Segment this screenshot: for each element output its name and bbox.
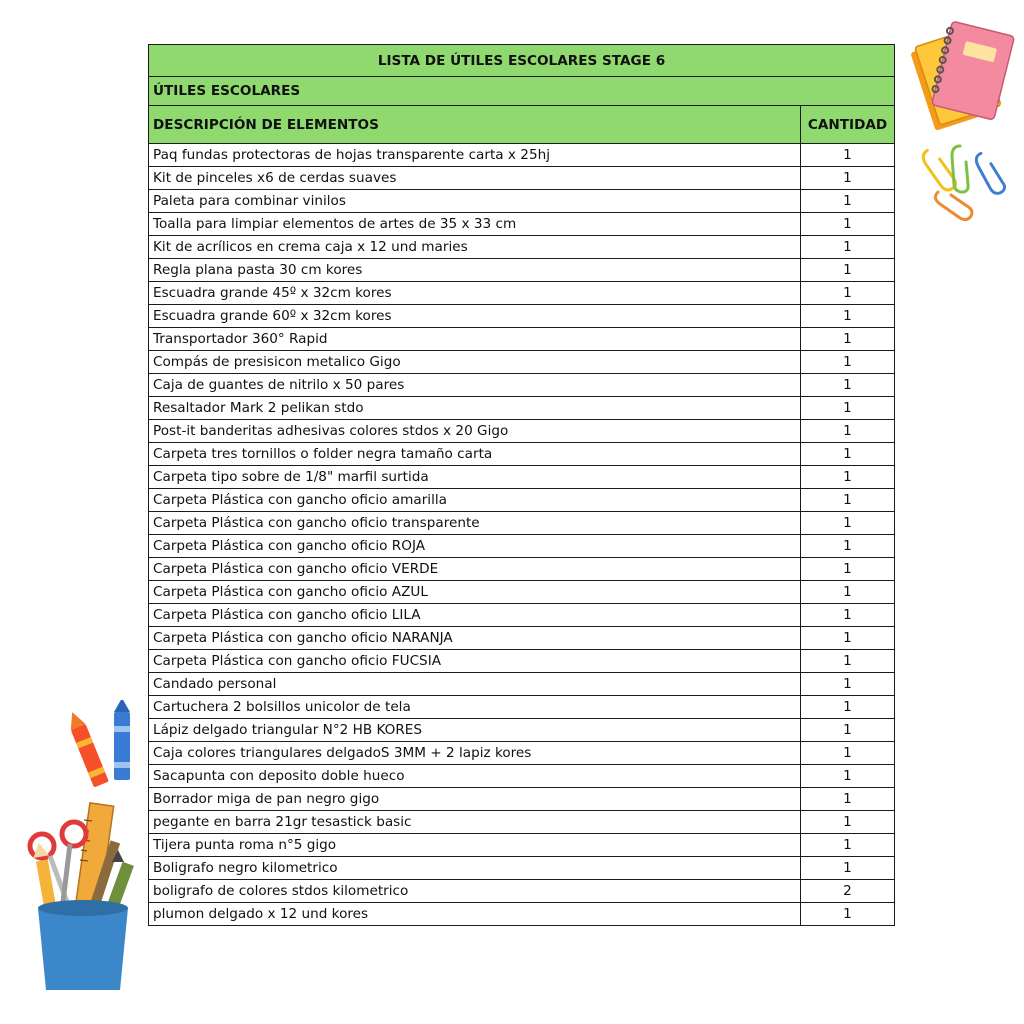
table-row bbox=[149, 489, 895, 512]
item-quantity: 1 bbox=[801, 627, 895, 650]
item-quantity: 1 bbox=[801, 673, 895, 696]
table-row bbox=[149, 259, 895, 282]
item-description: Transportador 360° Rapid bbox=[149, 328, 801, 351]
supply-list-table bbox=[148, 44, 895, 926]
item-description: Caja de guantes de nitrilo x 50 pares bbox=[149, 374, 801, 397]
sheet-title: LISTA DE ÚTILES ESCOLARES STAGE 6 bbox=[149, 45, 895, 77]
pencil-cup-icon bbox=[26, 800, 138, 996]
item-description: Carpeta Plástica con gancho oficio FUCSIA bbox=[149, 650, 801, 673]
item-quantity: 1 bbox=[801, 443, 895, 466]
item-description: Carpeta Plástica con gancho oficio AZUL bbox=[149, 581, 801, 604]
item-quantity: 1 bbox=[801, 604, 895, 627]
table-row bbox=[149, 696, 895, 719]
table-row bbox=[149, 190, 895, 213]
item-quantity: 1 bbox=[801, 190, 895, 213]
item-quantity: 1 bbox=[801, 857, 895, 880]
item-description: Carpeta tipo sobre de 1/8" marfil surtida bbox=[149, 466, 801, 489]
item-description: Carpeta Plástica con gancho oficio transparente bbox=[149, 512, 801, 535]
table-row bbox=[149, 880, 895, 903]
table-row bbox=[149, 305, 895, 328]
item-description: Cartuchera 2 bolsillos unicolor de tela bbox=[149, 696, 801, 719]
title-row bbox=[149, 45, 895, 77]
item-description: Paq fundas protectoras de hojas transparente carta x 25hj bbox=[149, 144, 801, 167]
crayons-icon bbox=[70, 700, 140, 800]
table-row bbox=[149, 811, 895, 834]
item-quantity: 1 bbox=[801, 259, 895, 282]
item-quantity: 1 bbox=[801, 144, 895, 167]
item-quantity: 1 bbox=[801, 535, 895, 558]
item-description: Escuadra grande 45º x 32cm kores bbox=[149, 282, 801, 305]
item-quantity: 1 bbox=[801, 374, 895, 397]
item-description: Kit de pinceles x6 de cerdas suaves bbox=[149, 167, 801, 190]
item-description: Carpeta Plástica con gancho oficio NARANJA bbox=[149, 627, 801, 650]
item-quantity: 1 bbox=[801, 213, 895, 236]
item-description: Carpeta Plástica con gancho oficio ROJA bbox=[149, 535, 801, 558]
item-quantity: 1 bbox=[801, 236, 895, 259]
item-quantity: 1 bbox=[801, 719, 895, 742]
table-row bbox=[149, 512, 895, 535]
item-quantity: 1 bbox=[801, 512, 895, 535]
item-quantity: 1 bbox=[801, 328, 895, 351]
item-description: Tijera punta roma n°5 gigo bbox=[149, 834, 801, 857]
table-row bbox=[149, 282, 895, 305]
item-quantity: 1 bbox=[801, 167, 895, 190]
item-quantity: 1 bbox=[801, 558, 895, 581]
item-quantity: 1 bbox=[801, 351, 895, 374]
item-quantity: 1 bbox=[801, 305, 895, 328]
item-quantity: 1 bbox=[801, 581, 895, 604]
item-description: Paleta para combinar vinilos bbox=[149, 190, 801, 213]
table-row bbox=[149, 719, 895, 742]
item-description: Compás de presisicon metalico Gigo bbox=[149, 351, 801, 374]
table-row bbox=[149, 627, 895, 650]
table-row bbox=[149, 328, 895, 351]
item-description: Caja colores triangulares delgadoS 3MM + 2 lapiz kores bbox=[149, 742, 801, 765]
item-description: Borrador miga de pan negro gigo bbox=[149, 788, 801, 811]
item-description: plumon delgado x 12 und kores bbox=[149, 903, 801, 926]
item-quantity: 1 bbox=[801, 696, 895, 719]
item-quantity: 1 bbox=[801, 282, 895, 305]
column-header-row bbox=[149, 106, 895, 144]
item-description: Carpeta Plástica con gancho oficio amarilla bbox=[149, 489, 801, 512]
table-row bbox=[149, 213, 895, 236]
item-quantity: 1 bbox=[801, 903, 895, 926]
table-row bbox=[149, 788, 895, 811]
item-description: Resaltador Mark 2 pelikan stdo bbox=[149, 397, 801, 420]
table-row bbox=[149, 742, 895, 765]
item-description: boligrafo de colores stdos kilometrico bbox=[149, 880, 801, 903]
item-description: Escuadra grande 60º x 32cm kores bbox=[149, 305, 801, 328]
section-title: ÚTILES ESCOLARES bbox=[149, 77, 895, 106]
table-row bbox=[149, 650, 895, 673]
item-description: Lápiz delgado triangular N°2 HB KORES bbox=[149, 719, 801, 742]
table-row bbox=[149, 351, 895, 374]
table-row bbox=[149, 420, 895, 443]
table-row bbox=[149, 765, 895, 788]
item-quantity: 1 bbox=[801, 834, 895, 857]
table-row bbox=[149, 397, 895, 420]
item-quantity: 1 bbox=[801, 811, 895, 834]
table-row bbox=[149, 374, 895, 397]
item-quantity: 1 bbox=[801, 788, 895, 811]
item-quantity: 1 bbox=[801, 765, 895, 788]
table-row bbox=[149, 443, 895, 466]
table-row bbox=[149, 466, 895, 489]
item-quantity: 1 bbox=[801, 420, 895, 443]
table-row bbox=[149, 834, 895, 857]
table-row bbox=[149, 673, 895, 696]
table-row bbox=[149, 144, 895, 167]
section-row bbox=[149, 77, 895, 106]
item-description: Carpeta Plástica con gancho oficio LILA bbox=[149, 604, 801, 627]
table-row bbox=[149, 535, 895, 558]
item-description: Candado personal bbox=[149, 673, 801, 696]
description-header: DESCRIPCIÓN DE ELEMENTOS bbox=[149, 106, 801, 144]
item-description: pegante en barra 21gr tesastick basic bbox=[149, 811, 801, 834]
item-quantity: 1 bbox=[801, 742, 895, 765]
table-row bbox=[149, 604, 895, 627]
item-description: Carpeta tres tornillos o folder negra tamaño carta bbox=[149, 443, 801, 466]
quantity-header: CANTIDAD bbox=[801, 106, 895, 144]
item-description: Post-it banderitas adhesivas colores stdos x 20 Gigo bbox=[149, 420, 801, 443]
table-row bbox=[149, 167, 895, 190]
item-quantity: 1 bbox=[801, 466, 895, 489]
item-description: Regla plana pasta 30 cm kores bbox=[149, 259, 801, 282]
item-description: Kit de acrílicos en crema caja x 12 und maries bbox=[149, 236, 801, 259]
paperclips-icon bbox=[920, 140, 1010, 224]
item-quantity: 1 bbox=[801, 397, 895, 420]
item-quantity: 1 bbox=[801, 650, 895, 673]
item-description: Sacapunta con deposito doble hueco bbox=[149, 765, 801, 788]
item-quantity: 2 bbox=[801, 880, 895, 903]
table-row bbox=[149, 903, 895, 926]
table-row bbox=[149, 236, 895, 259]
table-row bbox=[149, 857, 895, 880]
notebooks-icon bbox=[906, 16, 1018, 134]
item-description: Boligrafo negro kilometrico bbox=[149, 857, 801, 880]
table-row bbox=[149, 581, 895, 604]
table-row bbox=[149, 558, 895, 581]
item-description: Carpeta Plástica con gancho oficio VERDE bbox=[149, 558, 801, 581]
item-description: Toalla para limpiar elementos de artes de 35 x 33 cm bbox=[149, 213, 801, 236]
item-quantity: 1 bbox=[801, 489, 895, 512]
